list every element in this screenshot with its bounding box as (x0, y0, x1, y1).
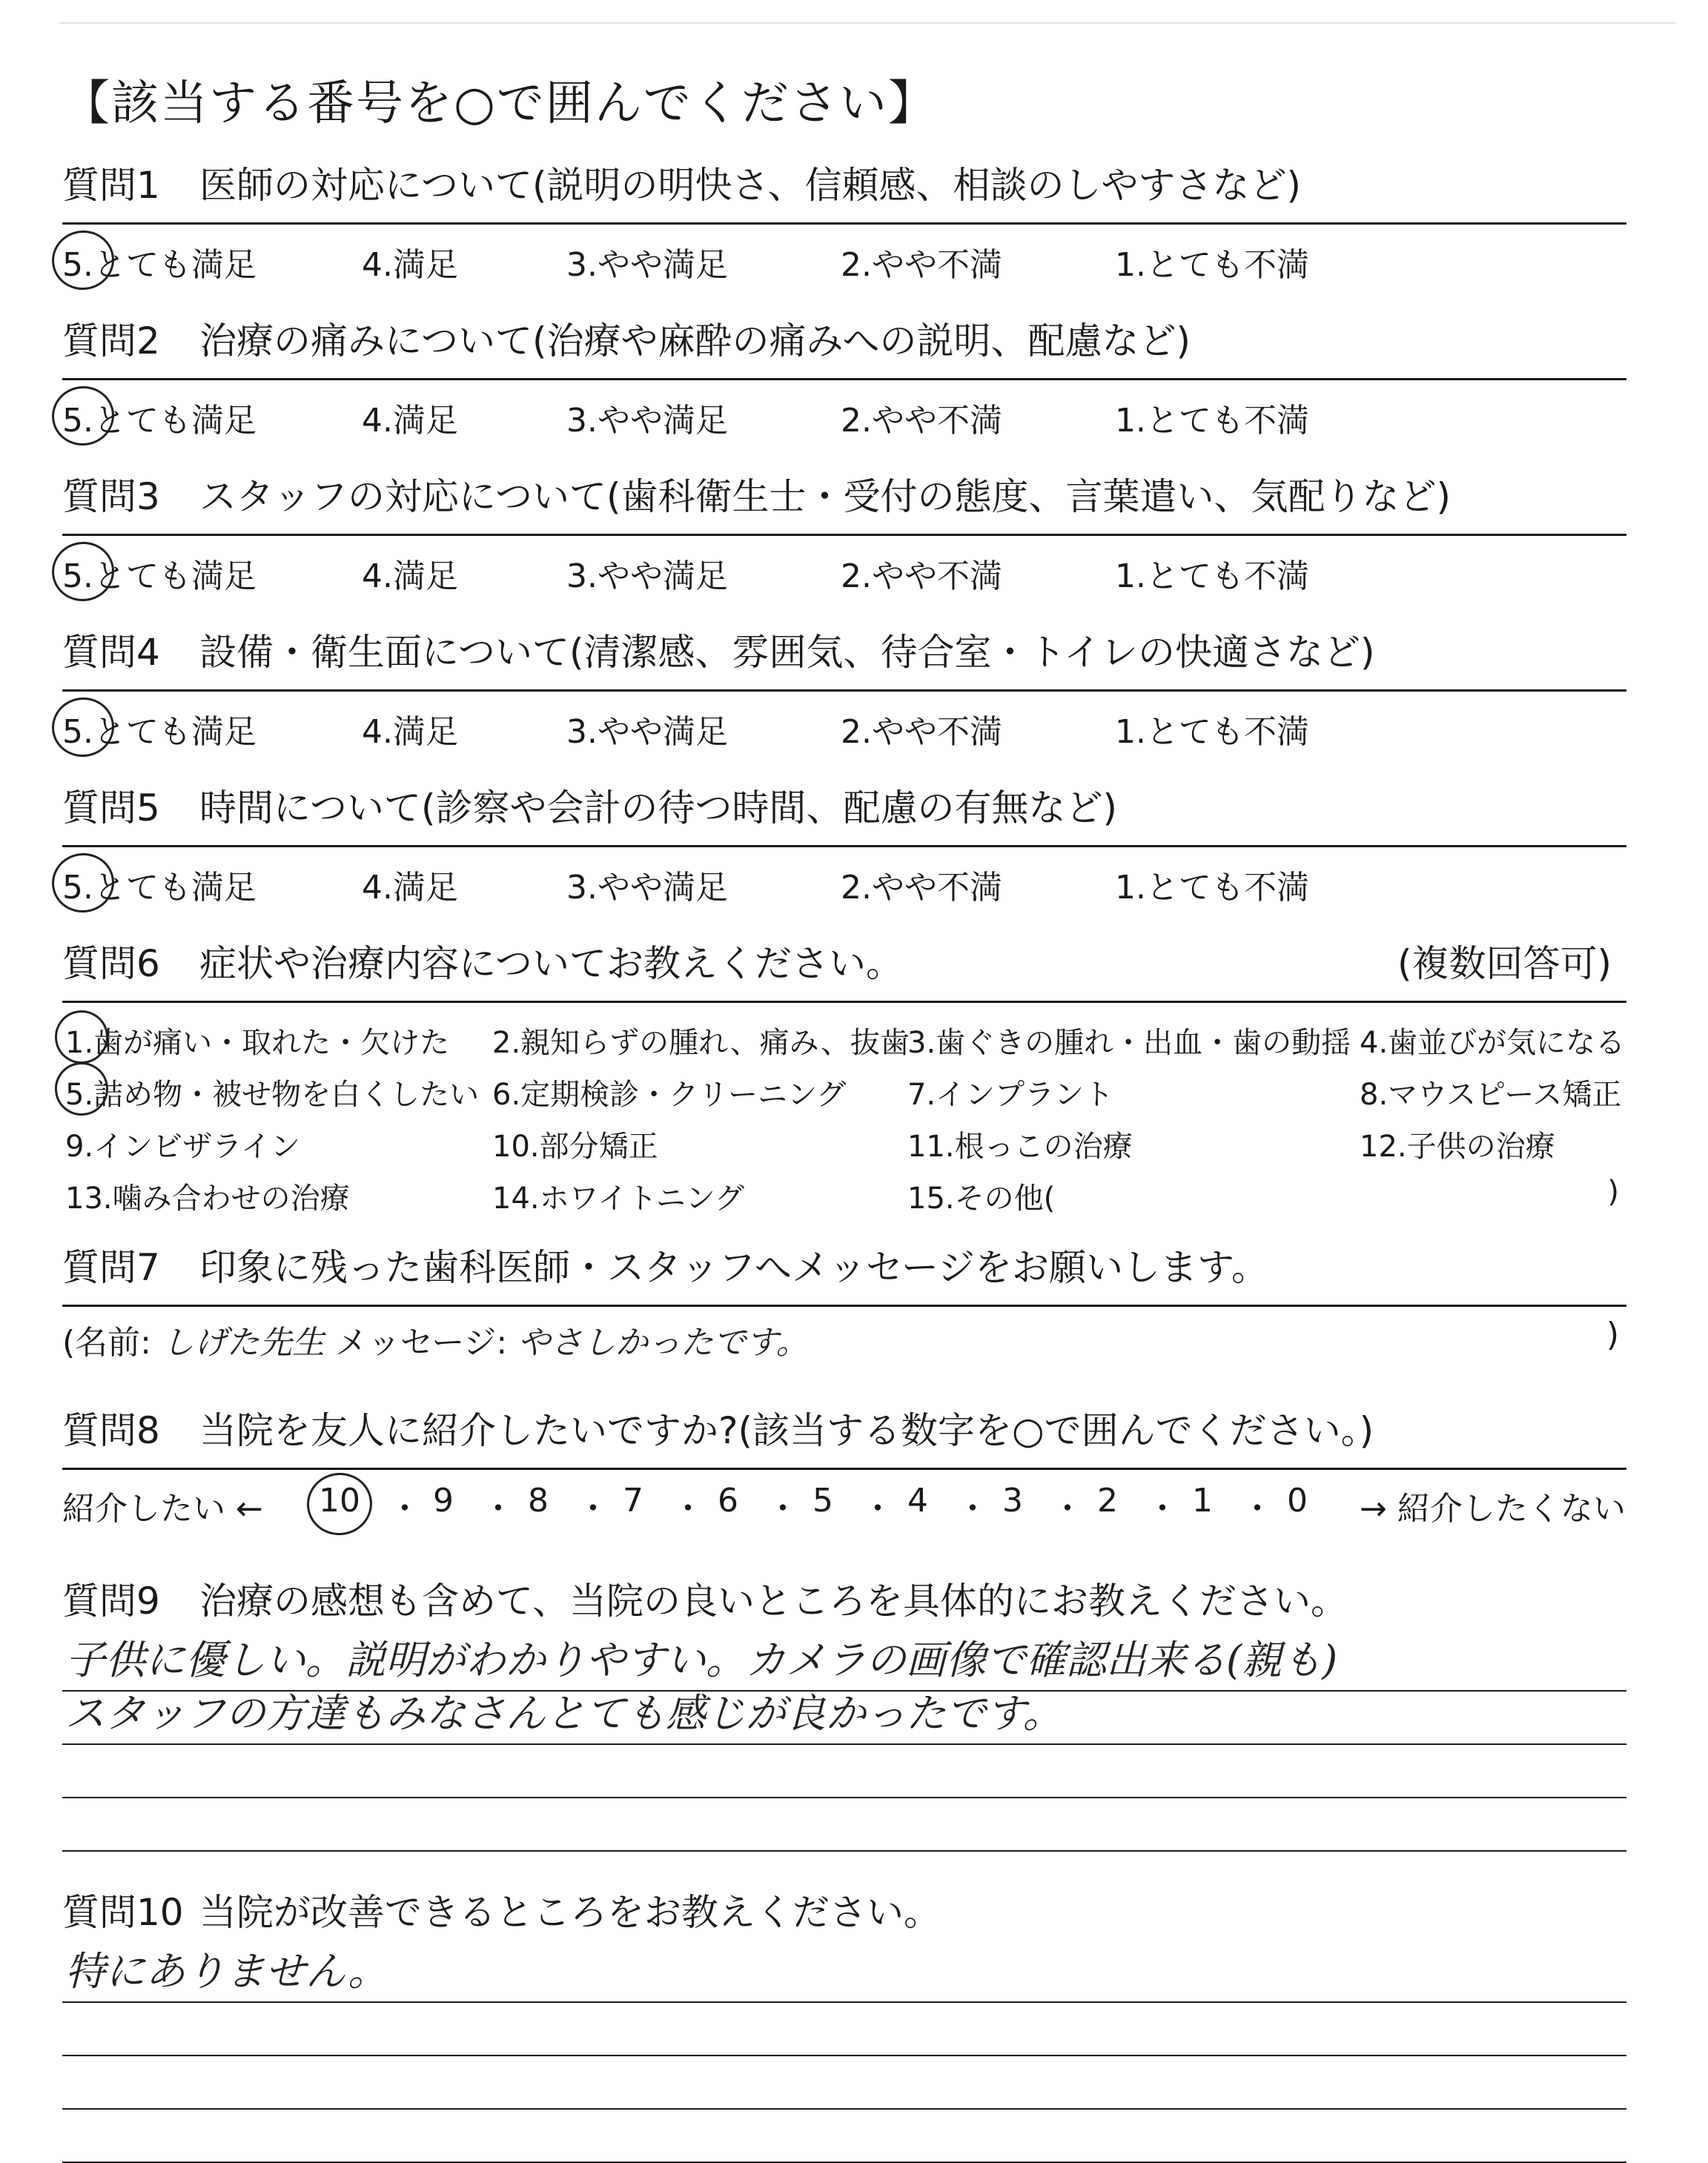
answer-line[interactable] (62, 2110, 1626, 2163)
option-5[interactable]: 5.とても満足 (62, 246, 256, 284)
question-6 (62, 927, 1626, 1218)
question-7 (62, 1230, 1626, 1366)
scale-2[interactable]: 2 (1097, 1482, 1118, 1520)
question-number: 質問9 (62, 1580, 160, 1623)
symptom-option-4[interactable]: 4.歯並びが気になる (1360, 1026, 1626, 1060)
question-9 (62, 1564, 1626, 1852)
recommend-scale: 紹介したい ← 10 ・ 9 ・ 8 ・ 7 ・ 6 ・ 5 ・ 4 ・ 3 ・ 2 ・ 1 ・ 0 → 紹介したくない (62, 1470, 1626, 1537)
symptom-option-10[interactable]: 10.部分矯正 (492, 1130, 658, 1164)
scale-6[interactable]: 6 (718, 1482, 738, 1520)
question-10 (62, 1875, 1626, 2163)
question-2 (62, 304, 1626, 447)
answer-line[interactable] (62, 1950, 1626, 2003)
rating-options (62, 225, 1626, 291)
answer-line[interactable] (62, 2056, 1626, 2110)
message-label: メッセージ: (335, 1324, 508, 1362)
question-number: 質問10 (62, 1891, 184, 1934)
symptom-option-5[interactable]: 5.詰め物・被せ物を白くしたい (65, 1078, 480, 1112)
name-label: (名前: (62, 1324, 151, 1362)
symptom-option-1[interactable]: 1.歯が痛い・取れた・欠けた (65, 1026, 450, 1060)
rating-options (62, 847, 1626, 914)
option-5[interactable]: 5.とても満足 (62, 557, 256, 595)
top-rule (59, 22, 1675, 24)
answer-text: スタッフの方達もみなさんとても感じが良かったです。 (65, 1690, 1063, 1737)
option-2[interactable]: 2.やや不満 (841, 713, 1002, 751)
name-value[interactable]: しげた先生 (162, 1324, 325, 1362)
option-5[interactable]: 5.とても満足 (62, 402, 256, 440)
question-text: 治療の感想も含めて、当院の良いところを具体的にお教えください。 (199, 1580, 1348, 1623)
rating-options (62, 692, 1626, 758)
option-3[interactable]: 3.やや満足 (566, 402, 728, 440)
option-5[interactable]: 5.とても満足 (62, 713, 256, 751)
scale-5[interactable]: 5 (812, 1482, 833, 1520)
symptom-options (62, 1003, 1626, 1218)
scale-10[interactable]: 10 (319, 1482, 360, 1520)
scale-0[interactable]: 0 (1287, 1482, 1308, 1520)
symptom-option-13[interactable]: 13.噛み合わせの治療 (65, 1182, 350, 1216)
question-3 (62, 460, 1626, 603)
message-close-paren: ) (1606, 1316, 1619, 1354)
option-1[interactable]: 1.とても不満 (1115, 713, 1309, 751)
scale-9[interactable]: 9 (433, 1482, 454, 1520)
question-text: 印象に残った歯科医師・スタッフへメッセージをお願いします。 (199, 1246, 1268, 1289)
question-1 (62, 148, 1626, 291)
question-text: 当院が改善できるところをお教えください。 (199, 1891, 941, 1934)
option-1[interactable]: 1.とても不満 (1115, 557, 1309, 595)
question-number: 質問1 (62, 164, 160, 207)
symptom-option-8[interactable]: 8.マウスピース矯正 (1360, 1078, 1622, 1112)
option-2[interactable]: 2.やや不満 (841, 869, 1002, 907)
answer-line[interactable] (62, 1745, 1626, 1798)
answer-line[interactable] (62, 1798, 1626, 1852)
option-1[interactable]: 1.とても不満 (1115, 869, 1309, 907)
rating-options (62, 380, 1626, 447)
option-2[interactable]: 2.やや不満 (841, 402, 1002, 440)
page-header: 【該当する番号を○で囲んでください】 (62, 76, 937, 131)
question-4 (62, 615, 1626, 758)
question-text: 設備・衛生面について(清潔感、雰囲気、待合室・トイレの快適さなど) (199, 631, 1375, 674)
option-3[interactable]: 3.やや満足 (566, 557, 728, 595)
question-number: 質問8 (62, 1409, 160, 1452)
scale-left-label: 紹介したい ← (62, 1490, 263, 1528)
question-number: 質問7 (62, 1246, 160, 1289)
question-number: 質問3 (62, 475, 160, 518)
option-4[interactable]: 4.満足 (362, 246, 458, 284)
question-text: 時間について(診察や会計の待つ時間、配慮の有無など) (199, 786, 1118, 829)
answer-line[interactable] (62, 2003, 1626, 2056)
scale-7[interactable]: 7 (623, 1482, 643, 1520)
option-4[interactable]: 4.満足 (362, 402, 458, 440)
question-number: 質問5 (62, 786, 160, 829)
scale-8[interactable]: 8 (528, 1482, 549, 1520)
symptom-option-14[interactable]: 14.ホワイトニング (492, 1182, 745, 1216)
answer-text: 特にありません。 (65, 1948, 388, 1995)
symptom-option-6[interactable]: 6.定期検診・クリーニング (492, 1078, 847, 1112)
multiple-answer-note: (複数回答可) (1397, 942, 1612, 985)
scale-4[interactable]: 4 (907, 1482, 928, 1520)
other-close-paren: ) (1607, 1175, 1619, 1209)
scale-3[interactable]: 3 (1002, 1482, 1023, 1520)
option-2[interactable]: 2.やや不満 (841, 557, 1002, 595)
question-text: 当院を友人に紹介したいですか?(該当する数字を○で囲んでください。) (199, 1409, 1374, 1452)
option-4[interactable]: 4.満足 (362, 713, 458, 751)
question-number: 質問4 (62, 631, 160, 674)
question-5 (62, 771, 1626, 914)
answer-text: 子供に優しい。説明がわかりやすい。カメラの画像で確認出来る(親も) (65, 1637, 1338, 1683)
symptom-option-7[interactable]: 7.インプラント (907, 1078, 1114, 1112)
option-1[interactable]: 1.とても不満 (1115, 246, 1309, 284)
question-text: スタッフの対応について(歯科衛生士・受付の態度、言葉遣い、気配りなど) (199, 475, 1452, 518)
rating-options (62, 536, 1626, 603)
question-text: 治療の痛みについて(治療や麻酔の痛みへの説明、配慮など) (199, 319, 1191, 362)
option-4[interactable]: 4.満足 (362, 557, 458, 595)
question-8 (62, 1394, 1626, 1537)
scale-1[interactable]: 1 (1192, 1482, 1213, 1520)
question-number: 質問6 (62, 942, 160, 985)
symptom-option-3[interactable]: 3.歯ぐきの腫れ・出血・歯の動揺 (907, 1026, 1351, 1060)
option-5[interactable]: 5.とても満足 (62, 869, 256, 907)
option-3[interactable]: 3.やや満足 (566, 869, 728, 907)
option-4[interactable]: 4.満足 (362, 869, 458, 907)
message-field (62, 1307, 1626, 1366)
question-text: 医師の対応について(説明の明快さ、信頼感、相談のしやすさなど) (199, 164, 1302, 207)
answer-line[interactable] (62, 1692, 1626, 1745)
symptom-option-9[interactable]: 9.インビザライン (65, 1130, 300, 1164)
option-3[interactable]: 3.やや満足 (566, 246, 728, 284)
symptom-option-12[interactable]: 12.子供の治療 (1360, 1130, 1555, 1164)
option-2[interactable]: 2.やや不満 (841, 246, 1002, 284)
question-text: 症状や治療内容についてお教えください。 (199, 942, 903, 985)
option-1[interactable]: 1.とても不満 (1115, 402, 1309, 440)
symptom-option-15[interactable]: 15.その他( (907, 1182, 1056, 1216)
scale-right-label: → 紹介したくない (1360, 1490, 1626, 1528)
question-number: 質問2 (62, 319, 160, 362)
symptom-option-11[interactable]: 11.根っこの治療 (907, 1130, 1133, 1164)
message-value[interactable]: やさしかったです。 (517, 1324, 809, 1362)
option-3[interactable]: 3.やや満足 (566, 713, 728, 751)
symptom-option-2[interactable]: 2.親知らずの腫れ、痛み、抜歯 (492, 1026, 910, 1060)
